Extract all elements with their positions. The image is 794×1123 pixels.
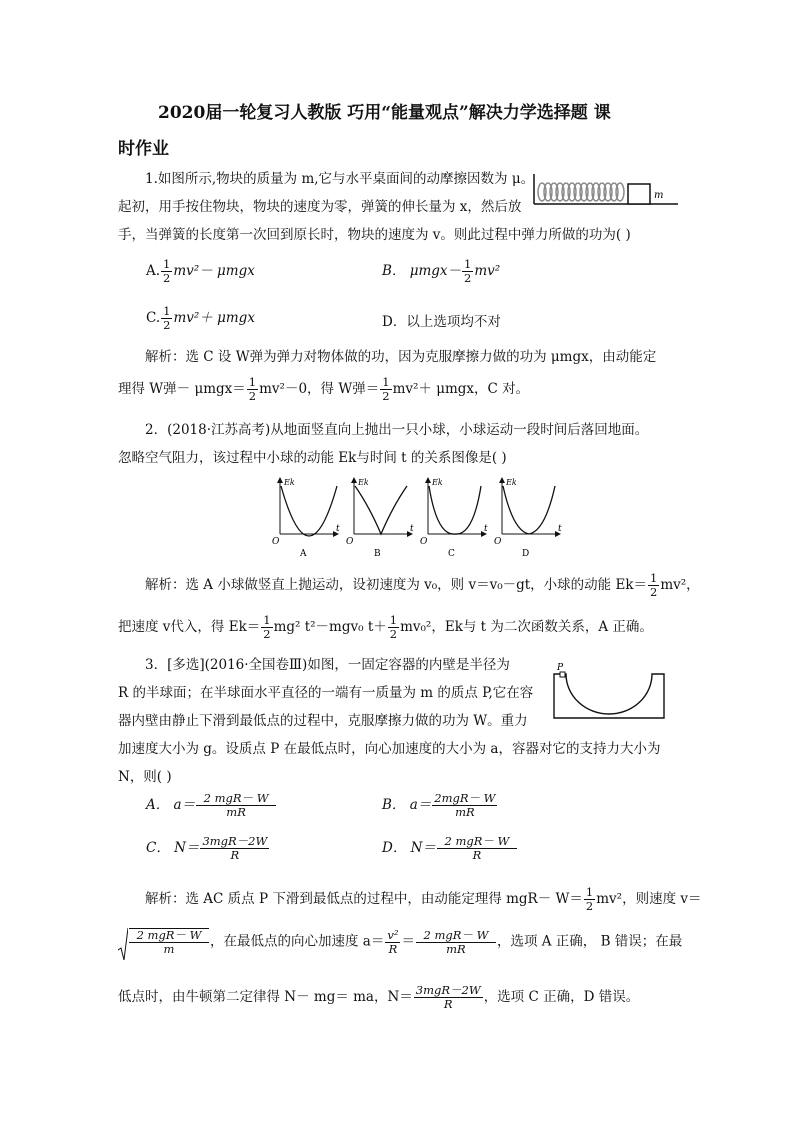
x-axis-label: t — [410, 524, 414, 534]
q3-option-b: B． a＝ $\frac{\text{2mgR－ W}}{mR}$ — [382, 791, 496, 819]
x-axis-label: t — [336, 524, 340, 534]
y-axis-label: Ek — [284, 478, 295, 487]
y-axis-label: Ek — [432, 478, 443, 487]
sqrt-expression: $\frac{\text{2 mgR－ W}}{m}$ — [118, 928, 210, 956]
q3-option-d: D． N＝ $\frac{\text{2 mgR－ W}}{R}$ — [382, 835, 518, 862]
q3-solution-line3: 低点时，由牛顿第二定律得 N－ mg＝ ma，N＝ $\frac{\text{3mgR－2W}}{R}$ ，选项 C 正确，D 错误。 — [118, 983, 640, 1011]
q2-solution-line2: 把速度 v代入，得 Ek＝ $\frac{1}{2}$ mg² t²－mgv₀ t＋ $\frac{1}{2}$ mv₀²，Ek与 t 为二次函数关系，A 正确。 — [118, 613, 653, 641]
ek-curve-C — [429, 486, 481, 534]
q1-line3: 手，当弹簧的长度第一次回到原长时，物块的速度为 v。则此过程中弹力所做的功为( ) — [118, 227, 631, 243]
q1-solution-line1: 解析：选 C 设 W弹为弹力对物体做的功，因为克服摩擦力做的功为 μmgx，由动能定 — [145, 349, 657, 365]
q3-option-a: A． a＝ $\frac{\text{2 mgR－ W}}{mR}$ — [146, 792, 277, 819]
y-axis-label: Ek — [358, 478, 369, 487]
q2-line2: 忽略空气阻力，该过程中小球的动能 Ek与时间 t 的关系图像是( ) — [118, 450, 507, 466]
graph-C — [420, 478, 488, 558]
q2-solution-line1: 解析：选 A 小球做竖直上抛运动，设初速度为 v₀，则 v＝v₀－gt，小球的动能 Ek＝ $\frac{1}{2}$ mv²， — [145, 571, 700, 599]
spring-block-figure — [528, 168, 688, 212]
page-title: 2020届一轮复习人教版 巧用“能量观点”解决力学选择题 课 — [158, 103, 611, 123]
point-p-label: P — [557, 663, 564, 673]
block-mass-label: m — [654, 190, 664, 201]
q1-line2: 起初，用手按住物块，物块的速度为零，弹簧的伸长量为 x，然后放 — [118, 199, 522, 215]
q3-line4: 加速度大小为 g。设质点 P 在最低点时，向心加速度的大小为 a，容器对它的支持力大小为 — [118, 741, 661, 757]
x-axis-label: t — [484, 524, 488, 534]
graph-D — [494, 478, 562, 558]
ek-curve-D — [503, 486, 555, 534]
graph-label: D — [522, 549, 530, 558]
q1-option-d: D．以上选项均不对 — [382, 314, 501, 330]
q2-line1: 2．(2018·江苏高考)从地面竖直向上抛出一只小球，小球运动一段时间后落回地面。 — [145, 422, 649, 438]
origin-label: O — [346, 537, 354, 547]
sqrt-sign — [118, 928, 128, 962]
origin-label: O — [420, 537, 428, 547]
q3-solution-line2: $\frac{\text{2 mgR－ W}}{m}$ ，在最低点的向心加速度 a＝ $\frac{\text{v²}}{R}$ ＝ $\frac{\text{2 mgR－ W}}{mR}$ ，选项 A 正确， B 错误；在最 — [118, 928, 682, 956]
graph-label: C — [448, 549, 455, 558]
q1-solution-line2: 理得 W弹－ μmgx＝ $\frac{1}{2}$ mv²－0，得 W弹＝ $\frac{1}{2}$ mv²＋ μmgx，C 对。 — [118, 375, 530, 403]
y-axis-label: Ek — [506, 478, 517, 487]
q1-line1: 1.如图所示,物块的质量为 m,它与水平桌面间的动摩擦因数为 μ。 — [145, 171, 535, 187]
ek-curve-B — [355, 486, 407, 534]
q3-line1: 3．[多选](2016·全国卷Ⅲ)如图，一固定容器的内壁是半径为 — [145, 657, 510, 673]
q3-line5: N，则( ) — [118, 769, 172, 785]
origin-label: O — [272, 537, 280, 547]
graph-label: B — [374, 549, 381, 558]
x-axis-label: t — [558, 524, 562, 534]
q3-solution-line1: 解析：选 AC 质点 P 下滑到最低点的过程中，由动能定理得 mgR－ W＝ $\frac{1}{2}$ mv²，则速度 v＝ — [145, 885, 702, 913]
ek-curve-A — [281, 486, 337, 536]
q1-option-c: C. $\frac{1}{2}$ mv²＋ μmgx — [146, 304, 255, 332]
origin-label: O — [494, 537, 502, 547]
q3-line2: R 的半球面；在半球面水平直径的一端有一质量为 m 的质点 P,它在容 — [118, 685, 534, 701]
q1-option-a: A. $\frac{1}{2}$ mv²－ μmgx — [146, 257, 255, 285]
ek-t-graphs — [262, 470, 562, 558]
graph-label: A — [300, 549, 307, 558]
q3-line3: 器内壁由静止下滑到最低点的过程中，克服摩擦力做的功为 W。重力 — [118, 713, 528, 729]
graph-A — [272, 478, 340, 558]
q3-option-c: C． N＝ $\frac{\text{3mgR－2W}}{R}$ — [146, 834, 268, 862]
q1-option-b: B． μmgx－ $\frac{1}{2}$ mv² — [382, 257, 501, 285]
page-title-continued: 时作业 — [118, 139, 169, 159]
hemisphere-container-figure — [548, 660, 670, 724]
graph-B — [346, 478, 414, 558]
